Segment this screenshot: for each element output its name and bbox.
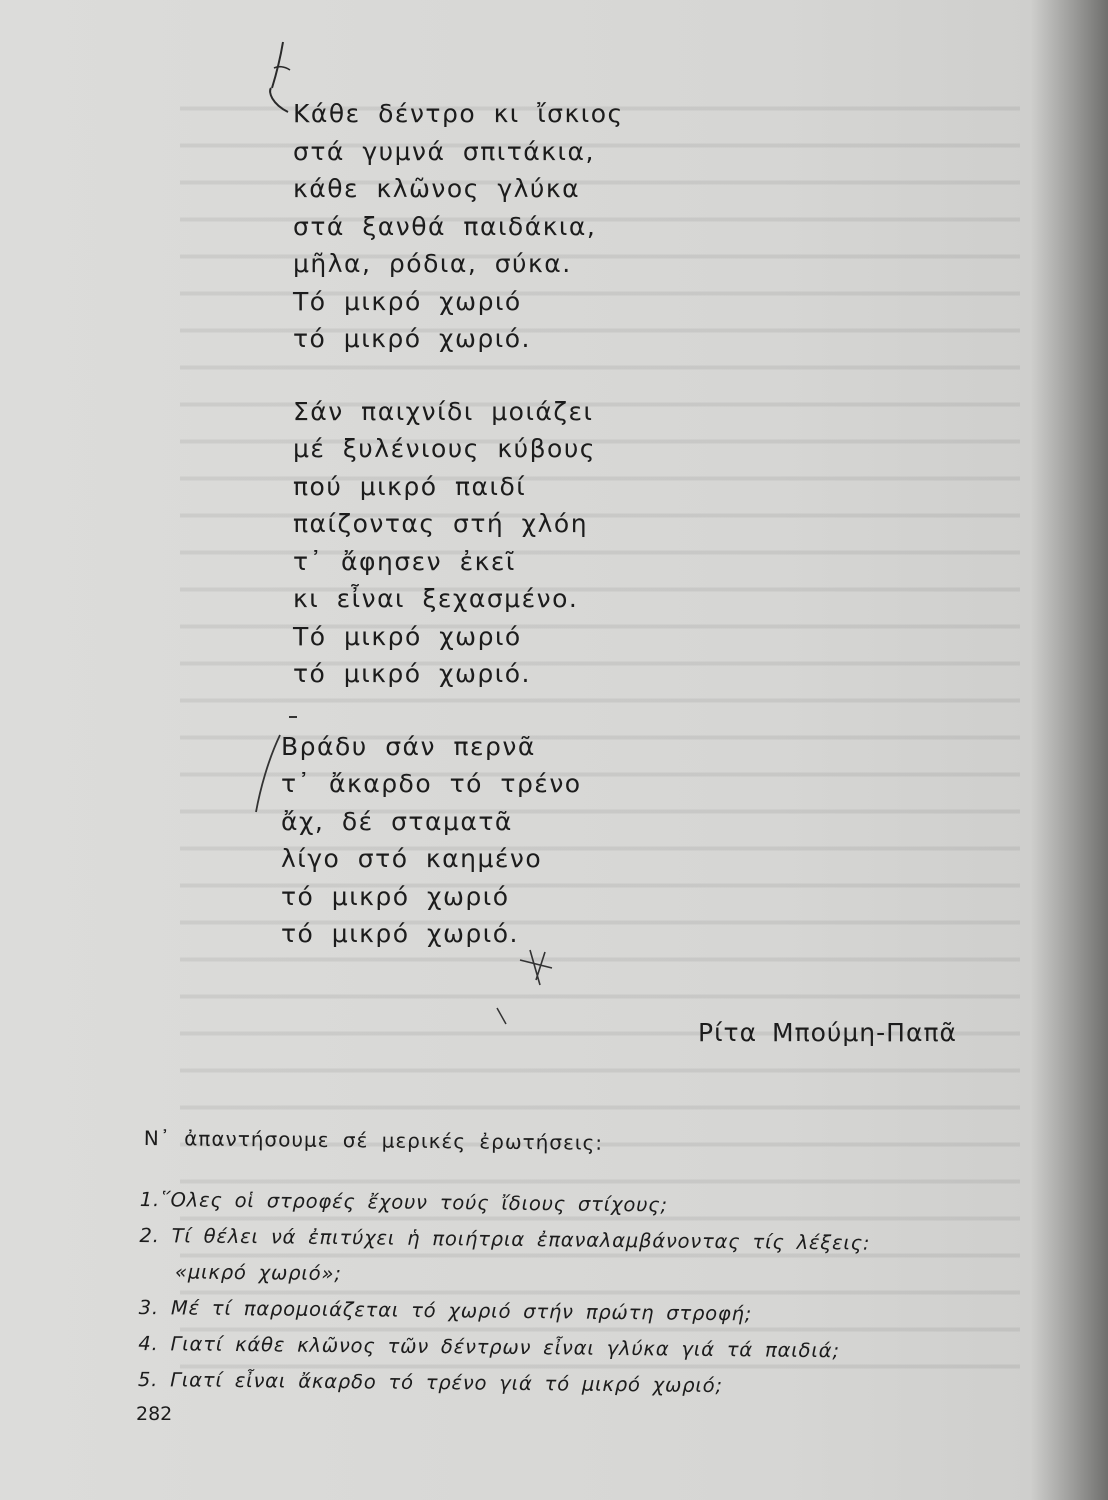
question-item-continuation: «μικρό χωριό»; xyxy=(174,1260,342,1286)
question-item: 1.῞Ολες οἱ στροφές ἔχουν τούς ἴδιους στίχους; xyxy=(139,1187,668,1217)
poem-line: ἄχ, δέ σταματᾶ xyxy=(281,806,513,836)
poem-line: τό μικρό χωριό. xyxy=(293,659,531,688)
poem-line: στά γυμνά σπιτάκια, xyxy=(293,136,595,166)
poem-line: πού μικρό παιδί xyxy=(293,471,527,501)
poem-line: Κάθε δέντρο κι ἴσκιος xyxy=(293,99,624,128)
poem-line: τό μικρό χωριό xyxy=(281,881,510,911)
poem-line: μῆλα, ρόδια, σύκα. xyxy=(293,249,572,278)
poem-line: Σάν παιχνίδι μοιάζει xyxy=(293,396,594,426)
poem-line: τ᾽ ἄφησεν ἐκεῖ xyxy=(293,546,516,576)
poem-line: κάθε κλῶνος γλύκα xyxy=(293,174,581,203)
poem-line: Τό μικρό χωριό xyxy=(293,621,522,651)
page-number: 282 xyxy=(136,1403,173,1425)
poem-line: στά ξανθά παιδάκια, xyxy=(293,211,597,241)
poem xyxy=(281,95,624,953)
poem-line: μέ ξυλένιους κύβους xyxy=(293,434,596,463)
questions-list xyxy=(138,1182,871,1406)
poem-line: τ᾽ ἄκαρδο τό τρένο xyxy=(281,769,582,798)
stanza-3 xyxy=(281,728,624,953)
question-item: 5. Γιατί εἶναι ἄκαρδο τό τρένο γιά τό μικρό χωριό; xyxy=(137,1367,723,1398)
stanza-1 xyxy=(293,95,624,358)
question-item: 4. Γιατί κάθε κλῶνος τῶν δέντρων εἶναι γλύκα γιά τά παιδιά; xyxy=(138,1331,840,1363)
question-item: 3. Μέ τί παρομοιάζεται τό χωριό στήν πρώτη στροφή; xyxy=(138,1295,753,1326)
poem-line: Βράδυ σάν περνᾶ xyxy=(281,731,536,761)
poem-line: τό μικρό χωριό. xyxy=(281,919,519,948)
poem-line: κι εἶναι ξεχασμένο. xyxy=(293,584,579,613)
poem-line: λίγο στό καημένο xyxy=(281,844,543,873)
questions-heading: Ν᾽ ἀπαντήσουμε σέ μερικές ἐρωτήσεις: xyxy=(143,1126,604,1155)
poem-line: παίζοντας στή χλόη xyxy=(293,509,589,538)
poem-line: Τό μικρό χωριό xyxy=(293,286,522,316)
poem-line: τό μικρό χωριό. xyxy=(293,324,531,353)
stanza-2 xyxy=(293,393,624,693)
poem-author: Ρίτα Μπούμη-Παπᾶ xyxy=(698,1018,957,1047)
question-item: 2. Τί θέλει νά ἐπιτύχει ἡ ποιήτρια ἐπαναλαμβάνοντας τίς λέξεις: xyxy=(139,1223,871,1255)
